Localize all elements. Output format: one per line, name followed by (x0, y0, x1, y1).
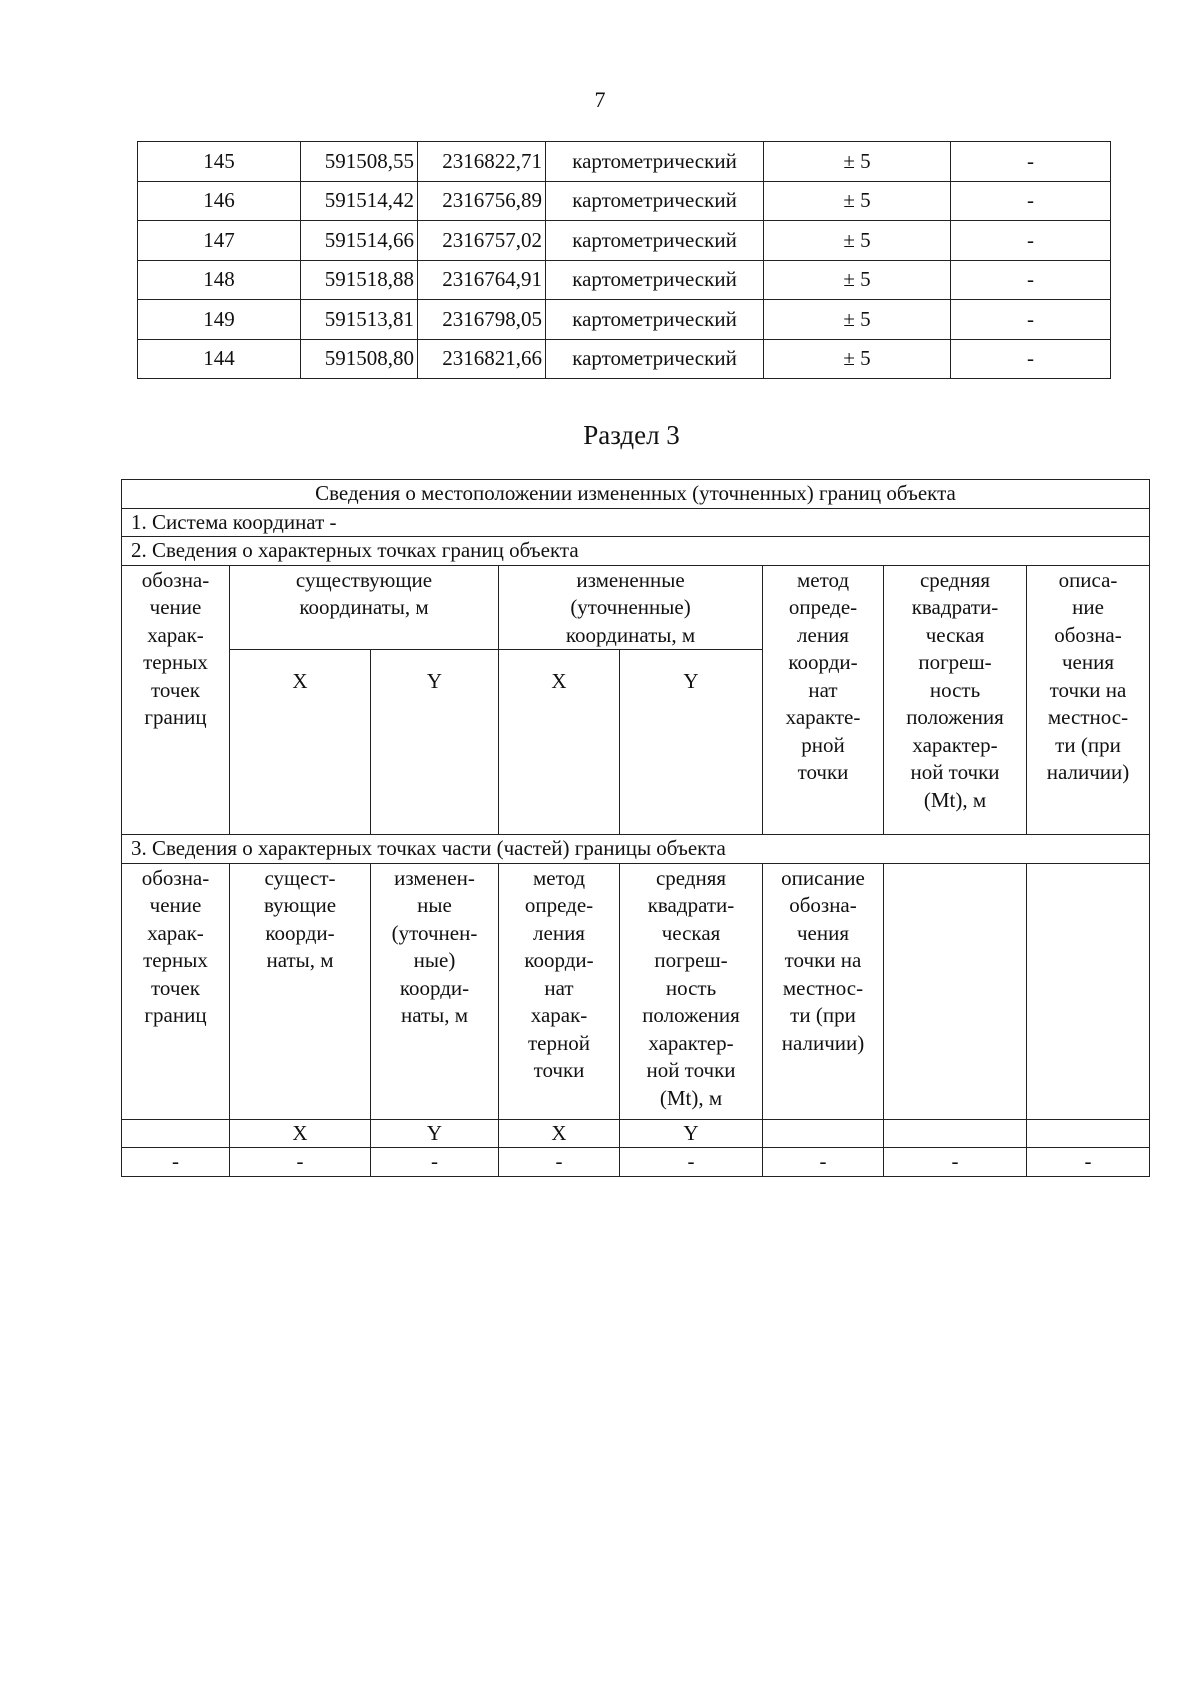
cell-accuracy: ± 5 (764, 142, 951, 182)
cell-y-coordinate: 2316798,05 (418, 300, 546, 340)
cell-x-coordinate: 591514,66 (301, 221, 418, 261)
section3-table (121, 479, 1150, 1177)
page-number: 7 (594, 87, 606, 112)
cell-point-number: 149 (138, 300, 301, 340)
header-existing-coordinates (230, 565, 499, 650)
header-line: точки (533, 1058, 585, 1082)
cell-point-number: 147 (138, 221, 301, 261)
table-row (138, 221, 1111, 261)
cell-description: - (951, 300, 1111, 340)
parts-y-label: Y (371, 1119, 499, 1148)
cell-description: - (951, 181, 1111, 221)
header-line: терной (528, 1030, 590, 1055)
header-line: терных (143, 650, 208, 674)
header-line: квадрати- (647, 893, 735, 917)
empty-value-dash: - (1027, 1148, 1150, 1177)
parts-header-empty (884, 863, 1027, 1119)
header-line: наличии) (1046, 760, 1130, 784)
header-line: точки на (1049, 677, 1127, 702)
xy-row-empty (884, 1119, 1027, 1148)
header-line: (Mt), м (923, 787, 987, 812)
header-line: описа- (1058, 567, 1118, 592)
xy-row-empty (1027, 1119, 1150, 1148)
header-line: наличии) (781, 1030, 865, 1055)
header-line: характе- (785, 705, 861, 729)
header-line: наты, м (400, 1003, 469, 1027)
header-designation (122, 565, 230, 835)
header-line: средняя (655, 865, 727, 890)
header-line: границ (144, 1003, 207, 1027)
header-line: ность (929, 677, 981, 702)
header-line: опреде- (524, 893, 594, 917)
header-line: ность (665, 975, 717, 1000)
header-line: чение (149, 595, 202, 619)
boundary-points-title: 2. Сведения о характерных точках границ объекта (122, 537, 1150, 566)
header-line: точки (797, 760, 849, 784)
cell-method: картометрический (546, 260, 764, 300)
header-line: ления (533, 920, 585, 945)
header-line: существующие (295, 567, 433, 592)
header-line: ные) (413, 948, 456, 972)
header-line: точек (151, 677, 200, 702)
xy-row-empty (122, 1119, 230, 1148)
header-changed-coordinates (499, 565, 763, 650)
empty-value-dash: - (884, 1148, 1027, 1177)
header-line: коорди- (265, 920, 335, 945)
parts-header-changed (371, 863, 499, 1119)
cell-y-coordinate: 2316822,71 (418, 142, 546, 182)
cell-accuracy: ± 5 (764, 181, 951, 221)
header-line: ления (797, 622, 849, 647)
header-line: коорди- (788, 650, 858, 674)
header-line: характер- (648, 1030, 734, 1055)
header-line: координаты, м (565, 622, 696, 647)
parts-x-label: X (499, 1119, 620, 1148)
header-line: харак- (147, 920, 204, 945)
section-heading: Раздел 3 (583, 420, 680, 450)
cell-x-coordinate: 591518,88 (301, 260, 418, 300)
cell-x-coordinate: 591508,55 (301, 142, 418, 182)
cell-accuracy: ± 5 (764, 260, 951, 300)
cell-description: - (951, 221, 1111, 261)
empty-value-dash: - (230, 1148, 371, 1177)
cell-accuracy: ± 5 (764, 221, 951, 261)
parts-x-label: X (230, 1119, 371, 1148)
header-line: ной точки (910, 760, 1000, 784)
cell-y-coordinate: 2316821,66 (418, 339, 546, 379)
header-line: (уточнен- (391, 920, 478, 945)
header-line: измененные (576, 567, 685, 592)
parts-header-existing (230, 863, 371, 1119)
cell-point-number: 144 (138, 339, 301, 379)
cell-y-coordinate: 2316757,02 (418, 221, 546, 261)
parts-header-accuracy (620, 863, 763, 1119)
cell-accuracy: ± 5 (764, 300, 951, 340)
parts-y-label: Y (620, 1119, 763, 1148)
header-line: квадрати- (911, 595, 999, 619)
header-changed-x: X (499, 650, 620, 835)
header-line: коорди- (524, 948, 594, 972)
header-line: обозна- (141, 865, 210, 890)
cell-accuracy: ± 5 (764, 339, 951, 379)
table-row (138, 339, 1111, 379)
header-line: наты, м (266, 948, 334, 972)
cell-method: картометрический (546, 221, 764, 261)
header-line: ческая (925, 622, 985, 647)
header-line: изменен- (394, 865, 475, 890)
parts-header-method (499, 863, 620, 1119)
header-line: координаты, м (299, 595, 429, 619)
coordinates-table (137, 141, 1111, 379)
cell-y-coordinate: 2316756,89 (418, 181, 546, 221)
header-method (763, 565, 884, 835)
boundary-parts-title: 3. Сведения о характерных точках части (частей) границы объекта (122, 835, 1150, 864)
cell-description: - (951, 260, 1111, 300)
table-row (138, 142, 1111, 182)
table-title: Сведения о местоположении измененных (уточненных) границ объекта (122, 480, 1150, 509)
cell-point-number: 146 (138, 181, 301, 221)
cell-x-coordinate: 591508,80 (301, 339, 418, 379)
cell-method: картометрический (546, 339, 764, 379)
header-line: точки на (784, 948, 862, 972)
header-existing-x: X (230, 650, 371, 835)
header-line: обозна- (141, 567, 210, 592)
header-line: погреш- (918, 650, 992, 674)
header-line: коорди- (399, 975, 470, 1000)
header-line: нат (808, 677, 838, 702)
header-line: средняя (919, 567, 991, 592)
header-line: характер- (912, 732, 998, 757)
cell-method: картометрический (546, 181, 764, 221)
header-line: харак- (530, 1003, 588, 1027)
header-line: рной (801, 732, 845, 757)
header-line: границ (144, 705, 207, 729)
header-line: чения (1061, 650, 1115, 674)
header-line: ти (при (790, 1003, 856, 1027)
table-row (138, 181, 1111, 221)
parts-header-designation (122, 863, 230, 1119)
header-changed-y: Y (620, 650, 763, 835)
header-line: погреш- (654, 948, 728, 972)
header-line: обозна- (1054, 622, 1122, 647)
header-line: метод (532, 865, 586, 890)
header-line: местнос- (1047, 705, 1129, 729)
header-existing-y: Y (371, 650, 499, 835)
header-line: местнос- (782, 975, 864, 1000)
xy-row-empty (763, 1119, 884, 1148)
empty-value-dash: - (620, 1148, 763, 1177)
header-line: (Mt), м (659, 1085, 723, 1110)
table-row (138, 300, 1111, 340)
header-line: сущест- (264, 865, 336, 890)
header-line: чения (796, 920, 850, 945)
header-line: терных (143, 948, 208, 972)
header-line: ной точки (646, 1058, 736, 1082)
header-line: ние (1072, 595, 1104, 619)
cell-method: картометрический (546, 300, 764, 340)
empty-value-dash: - (371, 1148, 499, 1177)
header-line: точек (151, 975, 200, 1000)
header-line: положения (906, 705, 1004, 729)
header-line: ческая (661, 920, 721, 945)
cell-x-coordinate: 591513,81 (301, 300, 418, 340)
empty-value-dash: - (122, 1148, 230, 1177)
header-line: обозна- (789, 893, 857, 917)
parts-header-empty (1027, 863, 1150, 1119)
cell-method: картометрический (546, 142, 764, 182)
parts-header-description (763, 863, 884, 1119)
cell-point-number: 145 (138, 142, 301, 182)
coordinate-system-row: 1. Система координат - (122, 508, 1150, 537)
header-line: (уточненные) (570, 595, 691, 619)
cell-x-coordinate: 591514,42 (301, 181, 418, 221)
header-line: нат (544, 975, 574, 1000)
header-line: опреде- (788, 595, 858, 619)
header-line: метод (796, 567, 850, 592)
cell-description: - (951, 339, 1111, 379)
header-accuracy (884, 565, 1027, 835)
header-line: чение (149, 893, 202, 917)
header-description (1027, 565, 1150, 835)
header-line: описание (781, 865, 865, 890)
header-line: ные (417, 893, 452, 917)
header-line: положения (642, 1003, 740, 1027)
cell-point-number: 148 (138, 260, 301, 300)
table-row (138, 260, 1111, 300)
header-line: харак- (147, 622, 204, 647)
cell-description: - (951, 142, 1111, 182)
empty-value-dash: - (763, 1148, 884, 1177)
cell-y-coordinate: 2316764,91 (418, 260, 546, 300)
header-line: ти (при (1055, 732, 1121, 757)
header-line: вующие (263, 893, 337, 917)
empty-value-dash: - (499, 1148, 620, 1177)
